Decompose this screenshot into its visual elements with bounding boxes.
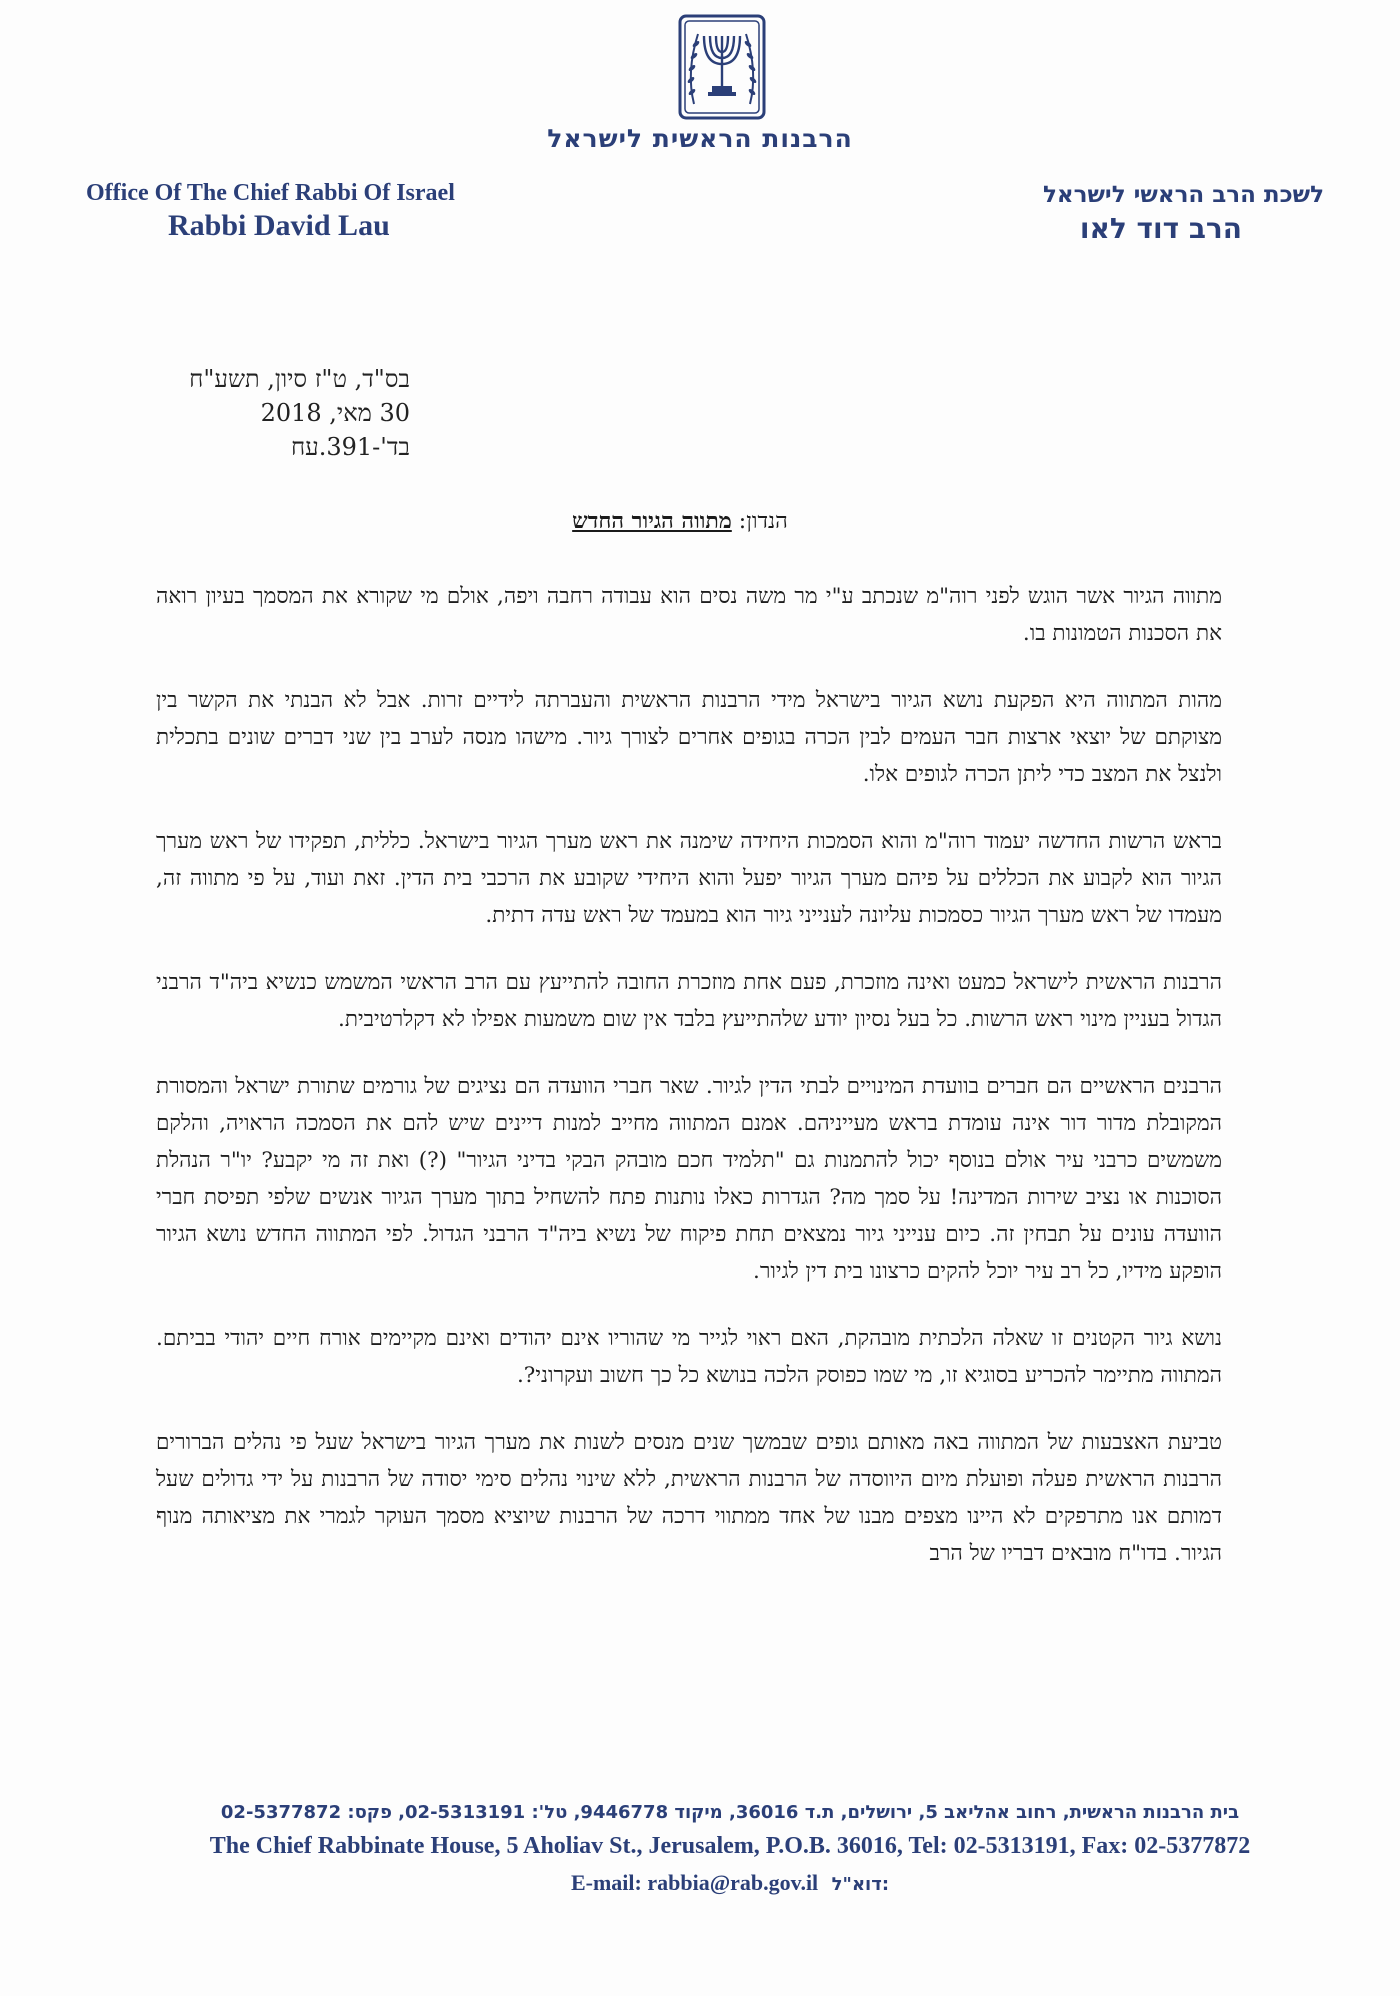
menorah-emblem-icon [676, 12, 768, 122]
date-block [150, 362, 410, 464]
footer-english-address: The Chief Rabbinate House, 5 Aholiav St., Jerusalem, P.O.B. 36016, Tel: 02-5313191, Fax: 02-5377872 [209, 1833, 1251, 1859]
footer-email-label: דוא"ל: [831, 1874, 890, 1895]
office-hebrew [1043, 182, 1324, 245]
gregorian-date: 30 מאי, 2018 [260, 399, 410, 427]
body-paragraph: טביעת האצבעות של המתווה באה מאותם גופים שבמשך שנים מנסים לשנות את מערך הגיור בישראל שעל פי נהלים הברורים הרבנות הראשית פעלה ופועלת מיום היווסדה של הרבנות הראשית, ללא שינוי נהלים סימי יסודה של הרבנות על ידי גדולים שעל דמותם אנו מתרפקים לא היינו מצפים מבנו של אחד ממתווי דרכה של הרבנות שיוציא מסמך העוקר לגמרי את מציאותה מנוף הגיור. בדו"ח מובאים דבריו של הרב [156, 1430, 1222, 1566]
body-paragraph: מהות המתווה היא הפקעת נושא הגיור בישראל מידי הרבנות הראשית והעברתה לידיים זרות. אבל לא הבנתי את הקשר בין מצוקתם של יוצאי ארצות חבר העמים לבין הכרה בגופים אחרים לצורך גיור. מישהו מנסה לערב בין שני דברים שונים בתכלית ולנצל את המצב כדי ליתן הכרה לגופים אלו. [156, 688, 1222, 787]
office-english [86, 180, 455, 243]
reference-number: בד'-391.עח [290, 433, 410, 461]
footer-email [130, 1870, 1330, 1896]
office-title-he: לשכת הרב הראשי לישראל [1042, 182, 1324, 208]
hebrew-date: בס"ד, ט"ז סיון, תשע"ח [189, 365, 410, 393]
body-paragraph: נושא גיור הקטנים זו שאלה הלכתית מובהקת, האם ראוי לגייר מי שהוריו אינם יהודים ואינם מקיימים אורח חיים יהודי בביתם. המתווה מתיימר להכריע בסוגיא זו, מי שמו כפוסק הלכה בנושא כל כך חשוב ועקרוני?. [156, 1326, 1222, 1388]
rabbi-name-en: Rabbi David Lau [168, 209, 390, 242]
subject-label: הנדון: [738, 509, 788, 534]
rabbi-name-he: הרב דוד לאו [1079, 212, 1242, 245]
body-paragraph: הרבנים הראשיים הם חברים בוועדת המינויים לבתי הדין לגיור. שאר חברי הוועדה הם נציגים של גורמים שתורת ישראל והמסורת המקובלת מדור דור אינה עומדת בראש מעייניהם. אמנם המתווה מחייב למנות דיינים שיש להם את הסמכה הראויה, והלקם משמשים כרבני עיר אולם בנוסף יכול להתמנות גם "תלמיד חכם מובהק הבקי בדיני הגיור" (?) ואת זה מי יקבע? יו"ר הנהלת הסוכנות או נציב שירות המדינה! על סמך מה? הגדרות כאלו נותנות פתח להשחיל בתוך מערך הגיור אנשים שלפי תפיסת חברי הוועדה עונים על תבחין זה. כיום ענייני גיור נמצאים תחת פיקוח של נשיא ביה"ד הרבני הגדול. לפי המתווה החדש נושא הגיור הופקע מידיו, כל רב עיר יוכל להקים כרצונו בית דין לגיור. [156, 1074, 1222, 1284]
office-title-en: Office Of The Chief Rabbi Of Israel [86, 180, 455, 206]
subject-title: מתווה הגיור החדש [572, 508, 732, 534]
subject-line [400, 508, 960, 534]
rabbinate-name: הרבנות הראשית לישראל [547, 124, 853, 153]
letter-body [156, 578, 1222, 1602]
footer-hebrew-address: בית הרבנות הראשית, רחוב אהליאב 5, ירושלים, ת.ד 36016, מיקוד 9446778, טל': 02-5313191, פקס: 02-5377872 [220, 1802, 1240, 1823]
body-paragraph: מתווה הגיור אשר הוגש לפני רוה"מ שנכתב ע"י מר משה נסים הוא עבודה רחבה ויפה, אולם מי שקורא את המסמך בעיון רואה את הסכנות הטמונות בו. [156, 584, 1222, 646]
body-paragraph: בראש הרשות החדשה יעמוד רוה"מ והוא הסמכות היחידה שימנה את ראש מערך הגיור בישראל. כללית, תפקידו של ראש מערך הגיור הוא לקבוע את הכללים על פיהם מערך הגיור יפעל והוא היחידי שקובע את הרכבי בית הדין. זאת ועוד, על פי מתווה זה, מעמדו של ראש מערך הגיור כסמכות עליונה לענייני גיור הוא במעמד של ראש עדה דתית. [156, 829, 1222, 928]
letter-footer [130, 1802, 1330, 1896]
body-paragraph: הרבנות הראשית לישראל כמעט ואינה מוזכרת, פעם אחת מוזכרת החובה להתייעץ עם הרב הראשי המשמש כנשיא ביה"ד הרבני הגדול בעניין מינוי ראש הרשות. כל בעל נסיון יודע שלהתייעץ בלבד אין שום משמעות אפילו לא דקלרטיבית. [156, 970, 1222, 1032]
footer-email-address: E-mail: rabbia@rab.gov.il [570, 1870, 819, 1895]
